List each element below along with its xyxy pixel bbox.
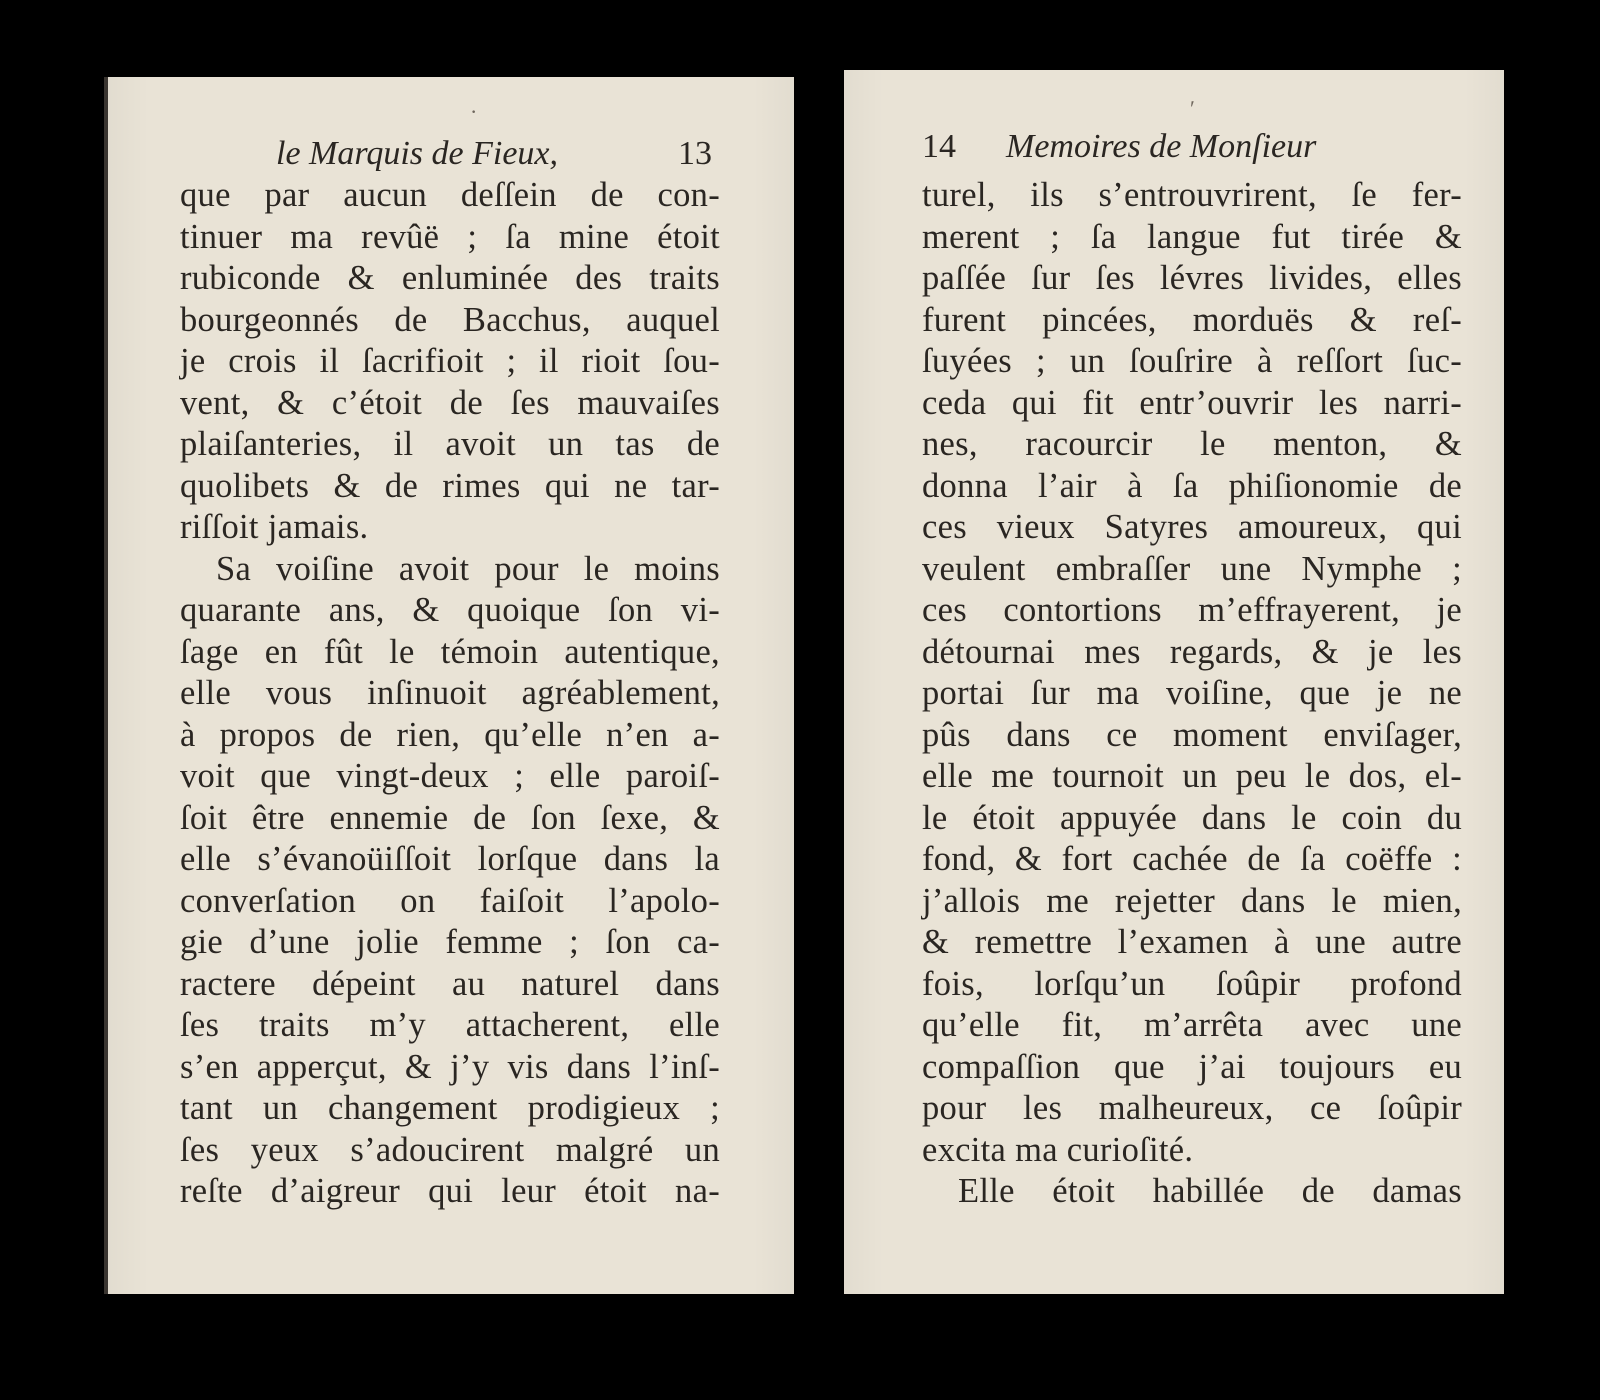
text-line: turel, ils s’entrouvrirent, ſe fer- [922,176,1462,214]
text-line: paſſée ſur ſes lévres livides, elles [922,259,1462,297]
text-line: pour les malheureux, ce ſoûpir [922,1089,1462,1127]
text-line: Sa voiſine avoit pour le moins [216,549,720,588]
text-line: elle s’évanoüiſſoit lorſque dans la [180,840,720,878]
text-line: ces contortions m’effrayerent, je [922,591,1462,629]
text-line: compaſſion que j’ai toujours eu [922,1047,1462,1086]
ink-speck: · [470,99,478,124]
text-line: bourgeonnés de Bacchus, auquel [180,300,720,339]
text-line: quolibets & de rimes qui ne tar- [180,466,720,505]
running-title: le Marquis de Fieux, [276,135,558,172]
text-line: merent ; ſa langue fut tirée & [922,217,1462,256]
text-line: je crois il ſacrifioit ; il rioit ſou- [180,342,720,380]
page-number: 14 [922,128,956,165]
text-line: gie d’une jolie femme ; ſon ca- [180,923,720,961]
text-line: portai ſur ma voiſine, que je ne [922,674,1462,712]
text-line: excita ma curioſité. [922,1130,1194,1169]
running-title: Memoires de Monſieur [1006,128,1317,165]
text-line: tant un changement prodigieux ; [180,1089,720,1127]
text-line: pûs dans ce moment enviſager, [922,715,1462,754]
left-page-header [108,135,794,175]
text-line: qu’elle fit, m’arrêta avec une [922,1006,1462,1044]
text-line: veulent embraſſer une Nymphe ; [922,549,1462,588]
text-line: plaiſanteries, il avoit un tas de [180,425,720,463]
text-line: que par aucun deſſein de con- [180,176,720,214]
text-line: converſation on faiſoit l’apolo- [180,881,720,920]
right-page [844,70,1504,1294]
text-line: ſoit être ennemie de ſon ſexe, & [180,798,720,837]
text-line: j’allois me rejetter dans le mien, [922,881,1462,920]
text-line: ſes traits m’y attacherent, elle [180,1006,720,1044]
text-line: à propos de rien, qu’elle n’en a- [180,715,720,754]
ink-speck: ʹ [1190,96,1195,121]
text-line: voit que vingt-deux ; elle paroiſ- [180,757,720,795]
text-line: ceda qui fit entr’ouvrir les narri- [922,383,1462,422]
text-line: quarante ans, & quoique ſon vi- [180,591,720,629]
text-line: fond, & fort cachée de ſa coëffe : [922,840,1462,878]
text-line: ractere dépeint au naturel dans [180,964,720,1003]
page-number: 13 [678,135,712,172]
text-line: fois, lorſqu’un ſoûpir profond [922,964,1462,1003]
text-line: tinuer ma revûë ; ſa mine étoit [180,217,720,256]
text-line: le étoit appuyée dans le coin du [922,798,1462,837]
right-page-text [922,175,1462,1213]
text-line: & remettre l’examen à une autre [922,923,1462,961]
text-line: riſſoit jamais. [180,508,369,546]
text-line: elle vous inſinuoit agréablement, [180,674,720,712]
text-line: ſuyées ; un ſouſrire à reſſort ſuc- [922,342,1462,380]
text-line: donna l’air à ſa phiſionomie de [922,466,1462,505]
text-line: s’en apperçut, & j’y vis dans l’inſ- [180,1047,720,1086]
left-page [104,77,794,1294]
text-line: reſte d’aigreur qui leur étoit na- [180,1172,720,1210]
text-line: ſes yeux s’adoucirent malgré un [180,1130,720,1169]
text-line: rubiconde & enluminée des traits [180,259,720,297]
text-line: elle me tournoit un peu le dos, el- [922,757,1462,795]
text-line: Elle étoit habillée de damas [958,1172,1462,1210]
text-line: furent pincées, morduës & reſ- [922,300,1462,339]
text-line: vent, & c’étoit de ſes mauvaiſes [180,383,720,422]
left-page-text [180,175,720,1213]
text-line: détournai mes regards, & je les [922,632,1462,671]
text-line: ſage en fût le témoin autentique, [180,632,720,671]
text-line: ces vieux Satyres amoureux, qui [922,508,1462,546]
text-line: nes, racourcir le menton, & [922,425,1462,463]
